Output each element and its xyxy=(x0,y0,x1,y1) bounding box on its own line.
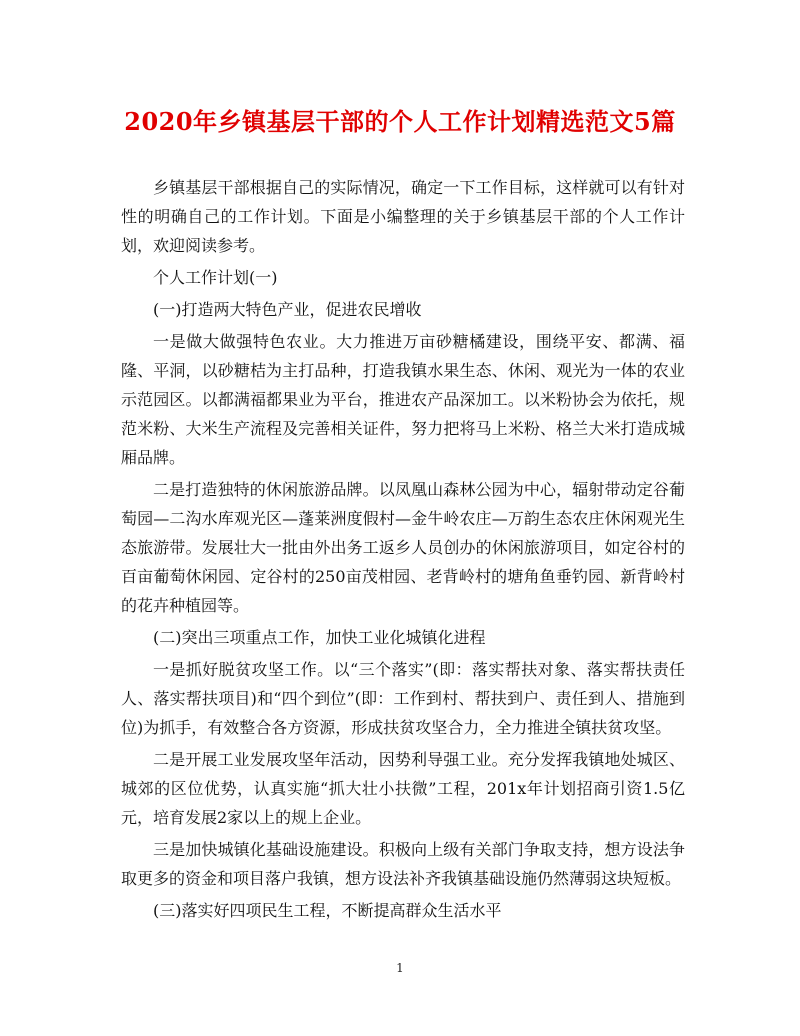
body-paragraph: 二是打造独特的休闲旅游品牌。以凤凰山森林公园为中心，辐射带动定谷葡萄园—二沟水库观光区—蓬莱洲度假村—金牛岭农庄—万韵生态农庄休闲观光生态旅游带。发展壮大一批由外出务工返乡人员创办的休闲旅游项目，如定谷村的百亩葡萄休闲园、定谷村的250亩茂柑园、老背岭村的塘角鱼垂钓园、新背岭村的花卉种植园等。 xyxy=(121,480,685,615)
section-heading-plan-1: 个人工作计划(一) xyxy=(153,268,278,287)
body-paragraph: 一是抓好脱贫攻坚工作。以“三个落实”(即：落实帮扶对象、落实帮扶责任人、落实帮扶项目)和“四个到位”(即：工作到村、帮扶到户、责任到人、措施到位)为抓手，有效整合各方资源，形成扶贫攻坚合力，全力推进全镇扶贫攻坚。 xyxy=(121,660,685,737)
subheading-2: (二)突出三项重点工作，加快工业化城镇化进程 xyxy=(153,628,486,647)
page-number: 1 xyxy=(396,961,404,975)
document-title: 2020年乡镇基层干部的个人工作计划精选范文5篇 xyxy=(124,107,676,136)
document-body xyxy=(121,173,685,928)
body-paragraph: 二是开展工业发展攻坚年活动，因势利导强工业。充分发挥我镇地处城区、城郊的区位优势，认真实施“抓大壮小扶微”工程，201x年计划招商引资1.5亿元，培育发展2家以上的规上企业。 xyxy=(121,750,685,827)
body-paragraph: 三是加快城镇化基础设施建设。积极向上级有关部门争取支持，想方设法争取更多的资金和项目落户我镇，想方设法补齐我镇基础设施仍然薄弱这块短板。 xyxy=(121,840,685,888)
subheading-1: (一)打造两大特色产业，促进农民增收 xyxy=(153,300,422,319)
body-paragraph: 一是做大做强特色农业。大力推进万亩砂糖橘建设，围绕平安、都满、福隆、平洞，以砂糖桔为主打品种，打造我镇水果生态、休闲、观光为一体的农业示范园区。以都满福都果业为平台，推进农产品深加工。以米粉协会为依托，规范米粉、大米生产流程及完善相关证件，努力把将马上米粉、格兰大米打造成城厢品牌。 xyxy=(121,332,685,467)
intro-paragraph: 乡镇基层干部根据自己的实际情况，确定一下工作目标，这样就可以有针对性的明确自己的工作计划。下面是小编整理的关于乡镇基层干部的个人工作计划，欢迎阅读参考。 xyxy=(121,178,685,255)
subheading-3: (三)落实好四项民生工程，不断提高群众生活水平 xyxy=(153,901,502,920)
